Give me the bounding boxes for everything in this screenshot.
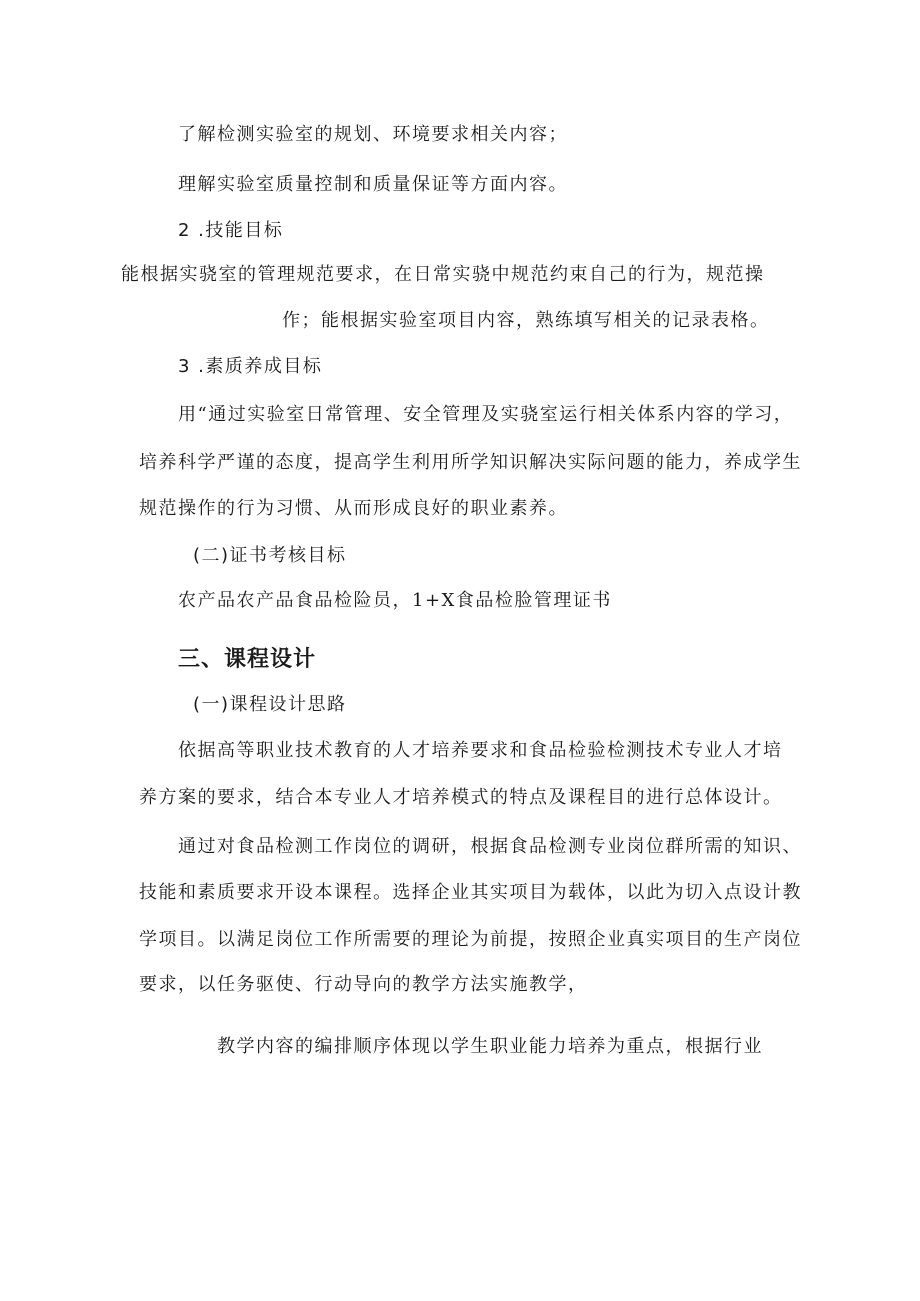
paragraph-line: 教学内容的编排顺序体现以学生职业能力培养为重点，根据行业 bbox=[217, 1036, 763, 1057]
paragraph-line: 作；能根据实验室项目内容，熟练填写相关的记录表格。 bbox=[282, 310, 770, 331]
paragraph-line: 规范操作的行为习惯、从而形成良好的职业素养。 bbox=[139, 498, 568, 519]
paragraph-line: 能根据实骁室的管理规范要求，在日常实骁中规范约束自己的行为，规范操 bbox=[121, 264, 765, 285]
subsection-heading: 2 .技能目标 bbox=[178, 220, 284, 241]
section-heading: 三、课程设计 bbox=[178, 647, 317, 672]
paragraph-line: 学项目。以满足岗位工作所需要的理论为前提，按照企业真实项目的生产岗位 bbox=[139, 929, 802, 950]
paragraph-line: 了解检测实验室的规划、环境要求相关内容； bbox=[178, 124, 568, 145]
paragraph-line: 依据高等职业技术教育的人才培养要求和食品检验检测技术专业人才培 bbox=[178, 740, 783, 761]
paragraph-line: 养方案的要求，结合本专业人才培养模式的特点及课程目的进行总体设计。 bbox=[139, 787, 783, 808]
paragraph-line: 通过对食品检测工作岗位的调研，根据食品检测专业岗位群所需的知识、 bbox=[178, 836, 802, 857]
paragraph-line: 培养科学严谨的态度，提高学生利用所学知识解决实际问题的能力，养成学生 bbox=[139, 452, 802, 473]
paragraph-line: 理解实验室质量控制和质量保证等方面内容。 bbox=[178, 174, 568, 195]
subsection-heading: 3 .素质养成目标 bbox=[178, 356, 323, 377]
paragraph-line: 用“通过实验室日常管理、安全管理及实骁室运行相关体系内容的学习， bbox=[178, 404, 794, 425]
paragraph-line: 农产品农产品食品检险员，1+X食品检脸管理证书 bbox=[178, 590, 612, 611]
paragraph-line: 技能和素质要求开设本课程。选择企业其实项目为载体，以此为切入点设计教 bbox=[139, 882, 802, 903]
subsection-heading: (一)课程设计思路 bbox=[193, 694, 347, 715]
paragraph-line: 要求，以任务驱使、行动导向的教学方法实施教学， bbox=[139, 974, 588, 995]
subsection-heading: (二)证书考核目标 bbox=[193, 545, 347, 566]
